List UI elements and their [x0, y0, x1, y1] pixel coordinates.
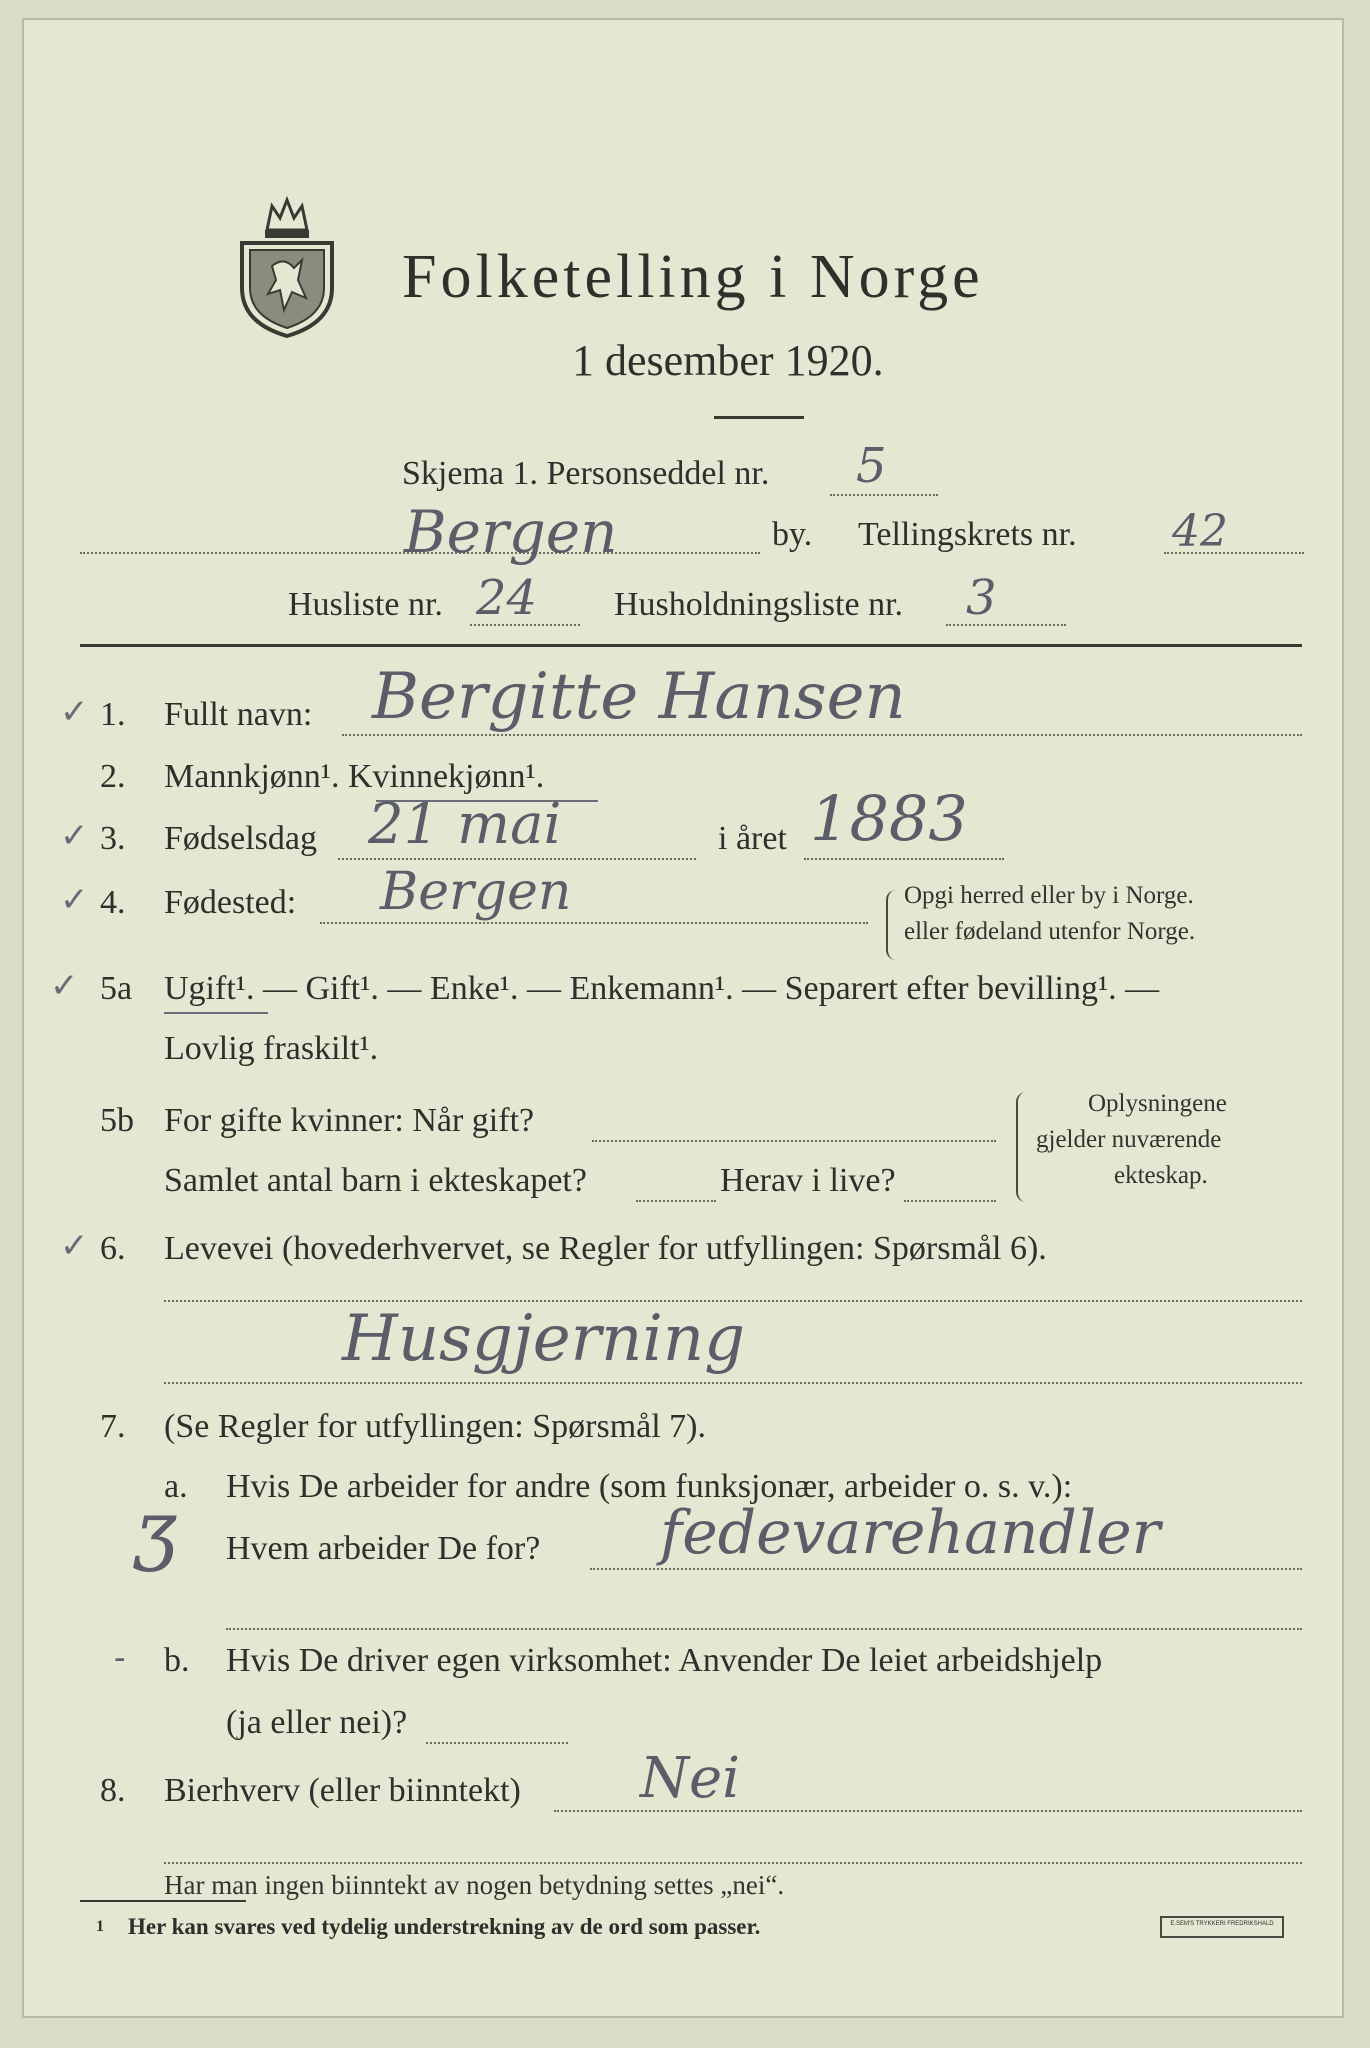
q7a-answer-line [590, 1568, 1302, 1570]
q1-number: 1. [100, 696, 126, 733]
q4-label: Fødested: [164, 884, 297, 921]
q4-answer-line [320, 922, 868, 924]
husliste-number: 24 [476, 570, 538, 626]
norwegian-coat-of-arms-icon [232, 188, 342, 338]
q8-answer: Nei [640, 1746, 741, 1811]
q5b-line1: For gifte kvinner: Når gift? [164, 1102, 535, 1139]
tellingskrets-label: Tellingskrets nr. [858, 516, 1077, 553]
q3-day-line [338, 858, 696, 860]
q7b-margin-mark: - [114, 1638, 126, 1678]
q3-year-label: i året [718, 820, 787, 857]
q6-answer: Husgjerning [342, 1302, 746, 1376]
footer-note: Har man ingen biinntekt av nogen betydning settes „nei“. [164, 1870, 785, 1900]
q7a-letter: a. [164, 1468, 188, 1505]
q1-answer: Bergitte Hansen [372, 660, 906, 734]
q7a-line1: Hvis De arbeider for andre (som funksjonær, arbeider o. s. v.): [226, 1468, 1073, 1505]
schema-label: Skjema 1. Personseddel nr. [402, 455, 770, 492]
q5b-note-brace [1016, 1092, 1028, 1202]
q5b-line2b: Herav i live? [720, 1162, 896, 1199]
q5a-line2: Lovlig fraskilt¹. [164, 1030, 379, 1067]
q7a-margin-mark: Ʒ [134, 1500, 177, 1589]
header-separator [80, 644, 1302, 647]
q4-answer: Bergen [380, 862, 572, 922]
q2-label: Mannkjønn¹. Kvinnekjønn¹. [164, 758, 545, 795]
q7a-answer: fedevarehandler [660, 1498, 1161, 1568]
q6-label: Levevei (hovederhvervet, se Regler for utfyllingen: Spørsmål 6). [164, 1230, 1047, 1267]
q5b-children-line [636, 1200, 716, 1202]
q5b-married-line [592, 1140, 996, 1142]
q2-number: 2. [100, 758, 126, 795]
footnote-mark: 1 [96, 1918, 104, 1935]
q7b-line2: (ja eller nei)? [226, 1704, 408, 1741]
schema-number-line [830, 494, 938, 496]
q4-check-mark: ✓ [60, 880, 89, 920]
q4-note-line2: eller fødeland utenfor Norge. [904, 918, 1196, 945]
q1-answer-line [342, 734, 1302, 736]
q7a-answer-line-2 [226, 1628, 1302, 1630]
footnote-text: Her kan svares ved tydelig understrekning av de ord som passer. [128, 1914, 761, 1939]
q5b-number: 5b [100, 1102, 134, 1139]
krets-number: 42 [1172, 506, 1228, 557]
q4-number: 4. [100, 884, 126, 921]
q8-answer-line-2 [164, 1862, 1302, 1864]
title-divider [714, 416, 804, 419]
q7b-letter: b. [164, 1642, 190, 1679]
q7-label: (Se Regler for utfyllingen: Spørsmål 7). [164, 1408, 707, 1445]
q3-number: 3. [100, 820, 126, 857]
q3-check-mark: ✓ [60, 816, 89, 856]
footnote-rule [80, 1900, 246, 1902]
q7b-line1: Hvis De driver egen virksomhet: Anvender De leiet arbeidshjelp [226, 1642, 1103, 1679]
q7b-answer-line [426, 1742, 568, 1744]
q7a-line2: Hvem arbeider De for? [226, 1530, 541, 1567]
q3-label: Fødselsdag [164, 820, 317, 857]
q5b-note-line3: ekteskap. [1114, 1162, 1208, 1189]
q5b-note-line2: gjelder nuværende [1036, 1126, 1222, 1153]
husliste-label: Husliste nr. [288, 586, 443, 623]
q5b-alive-line [904, 1200, 996, 1202]
q6-check-mark: ✓ [60, 1226, 89, 1266]
q1-label: Fullt navn: [164, 696, 313, 733]
schema-number: 5 [856, 438, 887, 494]
q5a-line1: Ugift¹. — Gift¹. — Enke¹. — Enkemann¹. — Separert efter bevilling¹. — [164, 970, 1160, 1007]
husholdning-number: 3 [966, 570, 997, 626]
printer-stamp [1160, 1916, 1284, 1938]
q5b-line2a: Samlet antal barn i ekteskapet? [164, 1162, 587, 1199]
by-label: by. [772, 516, 813, 553]
q1-check-mark: ✓ [60, 692, 89, 732]
husholdning-label: Husholdningsliste nr. [614, 586, 904, 623]
census-form-page [22, 18, 1344, 2018]
q8-number: 8. [100, 1772, 126, 1809]
census-date: 1 desember 1920. [572, 336, 884, 385]
q3-year-line [804, 858, 1004, 860]
q7-number: 7. [100, 1408, 126, 1445]
printer-stamp-text: E.SEM'S TRYKKERI FREDRIKSHALD [1170, 1921, 1274, 1927]
q6-answer-line-2 [164, 1382, 1302, 1384]
q8-label: Bierhverv (eller biinntekt) [164, 1772, 521, 1809]
q3-year-answer: 1883 [810, 782, 968, 855]
form-title: Folketelling i Norge [402, 243, 984, 311]
q4-note-line1: Opgi herred eller by i Norge. [904, 882, 1194, 909]
q3-day-answer: 21 mai [368, 792, 562, 857]
q5a-check-mark: ✓ [50, 966, 79, 1006]
husholdning-number-line [946, 624, 1066, 626]
q4-note-brace [886, 890, 898, 960]
q5b-note-line1: Oplysningene [1088, 1090, 1227, 1117]
q5a-underline-ugift [164, 1012, 268, 1014]
q5a-number: 5a [100, 970, 133, 1007]
city-name: Bergen [404, 498, 618, 566]
q6-number: 6. [100, 1230, 126, 1267]
